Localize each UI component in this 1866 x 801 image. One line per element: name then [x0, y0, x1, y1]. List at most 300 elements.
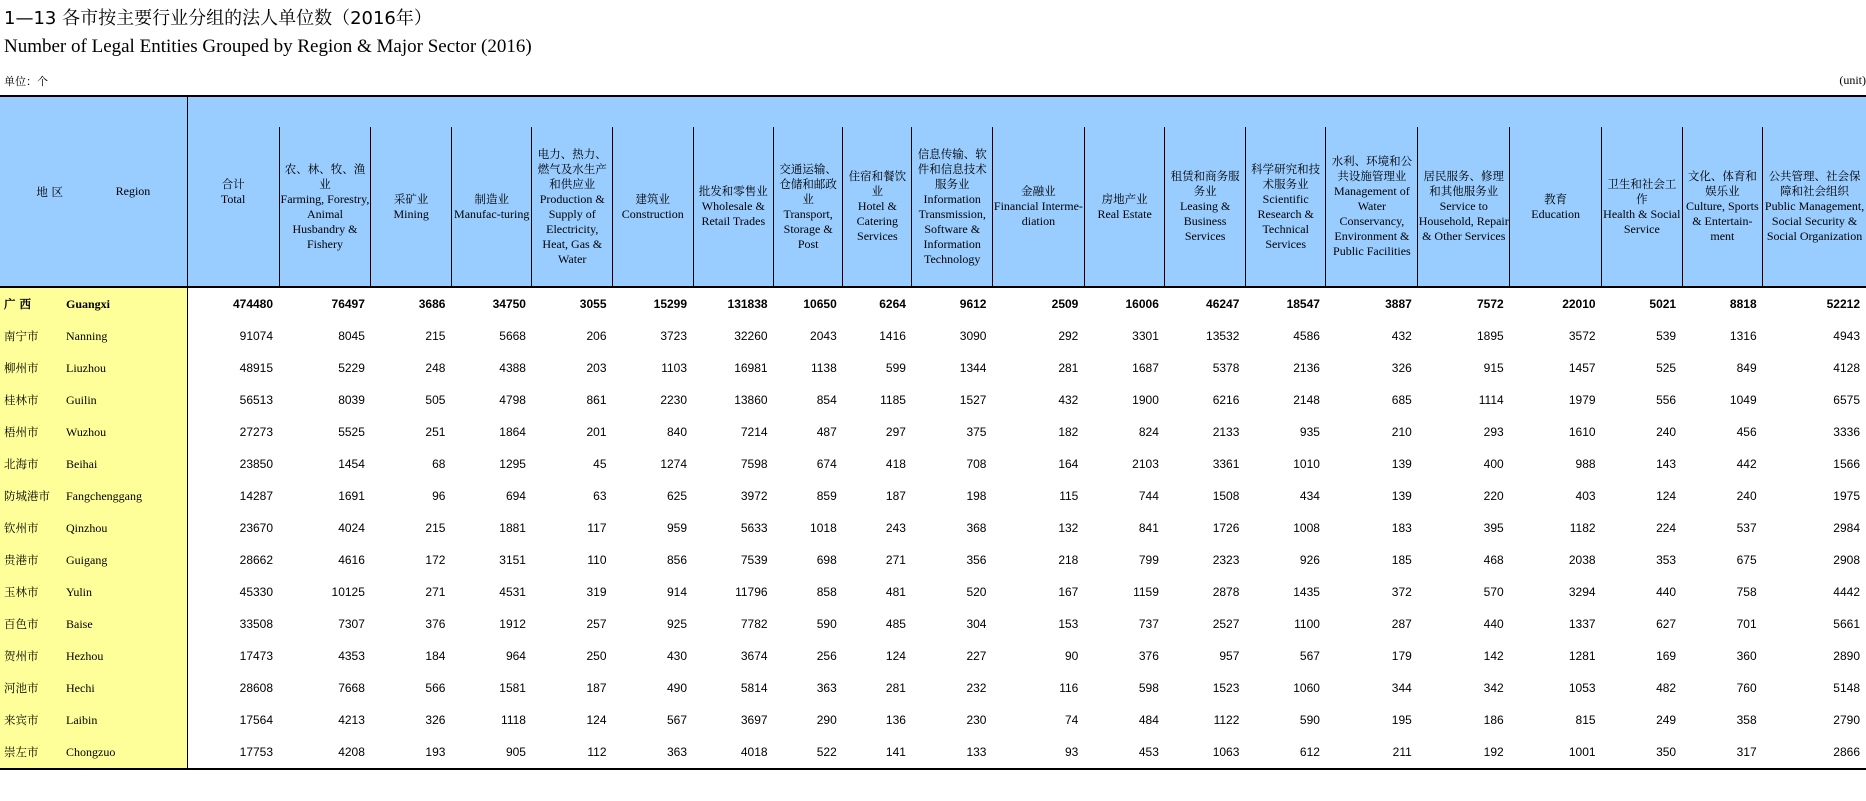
value-cell: 3090 [959, 329, 987, 343]
region-name-en: Chongzuo [66, 744, 116, 759]
value-cell: 45330 [239, 585, 274, 599]
value-cell: 701 [1736, 617, 1757, 631]
value-cell: 4531 [499, 585, 526, 599]
value-cell: 612 [1245, 736, 1326, 769]
value-cell: 957 [1219, 649, 1240, 663]
col-header-cn: 教育 [1544, 191, 1568, 206]
value-cell: 694 [505, 489, 526, 503]
region-name-en: Guangxi [66, 296, 111, 311]
region-name-cn: 崇左市 [4, 745, 39, 759]
value-cell: 293 [1483, 425, 1504, 439]
value-cell: 485 [885, 617, 906, 631]
value-cell: 243 [885, 521, 906, 535]
value-cell: 6216 [1212, 393, 1240, 407]
col-header-cn: 卫生和社会工作 [1607, 176, 1677, 206]
col-header-en: Scientific Research & Technical Services [1257, 191, 1314, 251]
value-cell: 1581 [499, 681, 526, 695]
value-cell: 14287 [239, 489, 274, 503]
value-cell: 5525 [338, 425, 365, 439]
value-cell: 5814 [740, 681, 768, 695]
value-cell: 3301 [1132, 329, 1159, 343]
value-cell: 356 [966, 553, 987, 567]
value-cell: 1049 [1729, 393, 1757, 407]
value-cell: 211 [1326, 736, 1418, 769]
value-cell: 400 [1483, 457, 1504, 471]
value-cell: 925 [667, 617, 688, 631]
col-header-en: Real Estate [1097, 206, 1152, 221]
value-cell: 10650 [803, 297, 837, 311]
col-header [1165, 127, 1246, 287]
col-header [1602, 127, 1683, 287]
col-header [1682, 127, 1763, 287]
region-cell [0, 384, 187, 416]
value-cell: 317 [1682, 736, 1763, 769]
value-cell: 4442 [1833, 585, 1860, 599]
region-name-en: Hezhou [66, 648, 104, 663]
region-cell [0, 287, 187, 320]
value-cell: 570 [1483, 585, 1504, 599]
value-cell: 34750 [492, 297, 526, 311]
value-cell: 376 [1138, 649, 1159, 663]
value-cell: 10125 [331, 585, 365, 599]
table-row [0, 576, 1866, 608]
value-cell: 3151 [499, 553, 526, 567]
value-cell: 5229 [338, 361, 365, 375]
value-cell: 926 [1299, 553, 1320, 567]
value-cell: 3686 [418, 297, 446, 311]
value-cell: 1895 [1476, 329, 1504, 343]
value-cell: 185 [1391, 553, 1412, 567]
region-name-cn: 柳州市 [4, 361, 39, 375]
value-cell: 290 [816, 713, 837, 727]
value-cell: 220 [1483, 489, 1504, 503]
value-cell: 4353 [338, 649, 365, 663]
value-cell: 3294 [1568, 585, 1596, 599]
value-cell: 215 [425, 521, 446, 535]
col-header [1510, 127, 1602, 287]
region-header [0, 96, 187, 287]
value-cell: 1454 [338, 457, 365, 471]
col-header [371, 127, 452, 287]
value-cell: 2148 [1293, 393, 1320, 407]
value-cell: 7307 [338, 617, 365, 631]
col-header-cn: 金融业 [1021, 184, 1056, 198]
value-cell: 4586 [1293, 329, 1320, 343]
value-cell: 1726 [1212, 521, 1240, 535]
value-cell: 490 [667, 681, 688, 695]
value-cell: 3972 [740, 489, 768, 503]
value-cell: 1053 [1568, 681, 1596, 695]
value-cell: 372 [1391, 585, 1412, 599]
header-total [187, 96, 279, 287]
value-cell: 1337 [1568, 617, 1596, 631]
value-cell: 505 [425, 393, 446, 407]
value-cell: 63 [593, 489, 607, 503]
value-cell: 7668 [338, 681, 365, 695]
value-cell: 187 [885, 489, 906, 503]
value-cell: 4024 [338, 521, 365, 535]
value-cell: 124 [1656, 489, 1677, 503]
value-cell: 281 [1058, 361, 1079, 375]
value-cell: 215 [425, 329, 446, 343]
value-cell: 440 [1656, 585, 1677, 599]
value-cell: 1185 [880, 393, 906, 407]
region-name-en: Wuzhou [66, 424, 107, 439]
value-cell: 224 [1656, 521, 1677, 535]
value-cell: 905 [451, 736, 532, 769]
value-cell: 1103 [661, 361, 688, 375]
col-header-cn: 建筑业 [635, 191, 671, 206]
value-cell: 1018 [810, 521, 837, 535]
value-cell: 32260 [734, 329, 768, 343]
value-cell: 395 [1483, 521, 1504, 535]
value-cell: 708 [966, 457, 987, 471]
value-cell: 240 [1656, 425, 1677, 439]
value-cell: 3697 [740, 713, 768, 727]
value-cell: 68 [432, 457, 446, 471]
col-header-en: Leasing & Business Services [1179, 199, 1231, 243]
value-cell: 841 [1138, 521, 1159, 535]
value-cell: 4018 [693, 736, 774, 769]
table-row [0, 480, 1866, 512]
value-cell: 368 [966, 521, 987, 535]
table-row [0, 416, 1866, 448]
value-cell: 1523 [1212, 681, 1240, 695]
value-cell: 1118 [501, 713, 526, 727]
value-cell: 456 [1736, 425, 1757, 439]
value-cell: 13532 [1206, 329, 1240, 343]
col-header [451, 127, 532, 287]
value-cell: 153 [1058, 617, 1079, 631]
value-cell: 1975 [1833, 489, 1860, 503]
col-header [279, 127, 371, 287]
value-cell: 840 [667, 425, 688, 439]
value-cell: 206 [586, 329, 607, 343]
value-cell: 556 [1656, 393, 1677, 407]
region-cell [0, 608, 187, 640]
col-header-en: Production & Supply of Electricity, Heat, Gas & Water [539, 191, 605, 266]
region-name-en: Nanning [66, 328, 108, 343]
value-cell: 18547 [1286, 297, 1320, 311]
table-row [0, 640, 1866, 672]
col-header-en: Manufac-turing [454, 206, 530, 221]
value-cell: 1060 [1293, 681, 1320, 695]
value-cell: 3336 [1833, 425, 1860, 439]
col-header-cn: 居民服务、修理和其他服务业 [1423, 169, 1504, 198]
value-cell: 522 [774, 736, 843, 769]
value-cell: 625 [667, 489, 688, 503]
value-cell: 172 [425, 553, 446, 567]
value-cell: 183 [1391, 521, 1412, 535]
value-cell: 117 [587, 521, 607, 535]
value-cell: 1138 [810, 361, 837, 375]
value-cell: 1508 [1212, 489, 1240, 503]
value-cell: 141 [843, 736, 912, 769]
value-cell: 28662 [239, 553, 274, 567]
value-cell: 115 [1059, 489, 1079, 503]
value-cell: 964 [505, 649, 526, 663]
region-name-cn: 来宾市 [4, 713, 39, 727]
value-cell: 5148 [1833, 681, 1860, 695]
value-cell: 4616 [338, 553, 365, 567]
region-name-cn: 钦州市 [4, 521, 39, 535]
table-row-total [0, 287, 1866, 320]
col-header-en: Service to Household, Repair & Other Services [1418, 199, 1509, 243]
region-cell [0, 736, 187, 769]
value-cell: 430 [667, 649, 688, 663]
value-cell: 1691 [338, 489, 365, 503]
region-cell [0, 416, 187, 448]
table-row [0, 352, 1866, 384]
value-cell: 1457 [1568, 361, 1596, 375]
value-cell: 1900 [1132, 393, 1159, 407]
col-header-cn: 采矿业 [393, 191, 429, 206]
value-cell: 1881 [499, 521, 526, 535]
value-cell: 698 [816, 553, 837, 567]
value-cell: 858 [816, 585, 837, 599]
table-row [0, 448, 1866, 480]
region-name-en: Yulin [66, 584, 93, 599]
value-cell: 7572 [1476, 297, 1504, 311]
value-cell: 685 [1391, 393, 1412, 407]
table-row [0, 512, 1866, 544]
value-cell: 799 [1138, 553, 1159, 567]
region-name-cn: 广 西 [4, 297, 32, 311]
value-cell: 487 [816, 425, 837, 439]
region-name-cn: 贵港市 [4, 553, 39, 567]
value-cell: 856 [667, 553, 688, 567]
value-cell: 287 [1391, 617, 1412, 631]
value-cell: 184 [425, 649, 446, 663]
value-cell: 1063 [1165, 736, 1246, 769]
value-cell: 5021 [1649, 297, 1677, 311]
value-cell: 2878 [1212, 585, 1240, 599]
value-cell: 737 [1138, 617, 1159, 631]
col-header-cn: 公共管理、社会保障和社会组织 [1768, 169, 1861, 198]
region-header-cn: 地 区 [36, 184, 63, 199]
value-cell: 403 [1575, 489, 1596, 503]
col-header [774, 127, 843, 287]
value-cell: 124 [586, 713, 607, 727]
value-cell: 959 [667, 521, 688, 535]
col-header-cn: 批发和零售业 [698, 184, 768, 198]
value-cell: 5661 [1833, 617, 1860, 631]
value-cell: 1010 [1293, 457, 1320, 471]
region-name-cn: 防城港市 [4, 489, 50, 503]
col-header-cn: 制造业 [474, 191, 509, 206]
region-cell [0, 512, 187, 544]
value-cell: 434 [1299, 489, 1320, 503]
region-name-cn: 桂林市 [4, 393, 39, 407]
value-cell: 257 [586, 617, 607, 631]
value-cell: 179 [1391, 649, 1412, 663]
value-cell: 815 [1575, 713, 1596, 727]
col-header-en: Construction [621, 206, 684, 221]
value-cell: 760 [1736, 681, 1757, 695]
value-cell: 1912 [499, 617, 526, 631]
value-cell: 248 [425, 361, 446, 375]
value-cell: 1114 [1478, 393, 1504, 407]
value-cell: 1864 [499, 425, 526, 439]
value-cell: 859 [816, 489, 837, 503]
value-cell: 7782 [740, 617, 768, 631]
value-cell: 17564 [239, 713, 274, 727]
col-header [1326, 127, 1418, 287]
value-cell: 3887 [1385, 297, 1412, 311]
col-header-cn: 房地产业 [1101, 191, 1148, 206]
value-cell: 1566 [1833, 457, 1860, 471]
value-cell: 353 [1656, 553, 1677, 567]
table-row [0, 544, 1866, 576]
value-cell: 124 [885, 649, 906, 663]
value-cell: 1316 [1729, 329, 1757, 343]
value-cell: 7214 [740, 425, 768, 439]
value-cell: 218 [1058, 553, 1079, 567]
value-cell: 537 [1736, 521, 1757, 535]
value-cell: 2866 [1763, 736, 1866, 769]
col-header-en: Mining [393, 206, 429, 221]
value-cell: 4213 [338, 713, 365, 727]
value-cell: 854 [816, 393, 837, 407]
value-cell: 133 [912, 736, 993, 769]
region-name-en: Qinzhou [66, 520, 108, 535]
col-header [992, 127, 1084, 287]
value-cell: 358 [1736, 713, 1757, 727]
value-cell: 1527 [959, 393, 987, 407]
value-cell: 186 [1483, 713, 1504, 727]
value-cell: 1001 [1510, 736, 1602, 769]
value-cell: 2136 [1293, 361, 1320, 375]
value-cell: 2043 [810, 329, 837, 343]
region-name-en: Laibin [66, 712, 98, 727]
value-cell: 2908 [1833, 553, 1860, 567]
value-cell: 74 [1064, 713, 1079, 727]
value-cell: 45 [593, 457, 607, 471]
table-row [0, 608, 1866, 640]
col-header-cn: 住宿和餐饮业 [848, 169, 907, 198]
region-name-en: Guilin [66, 392, 97, 407]
value-cell: 1979 [1568, 393, 1596, 407]
value-cell: 3361 [1212, 457, 1240, 471]
col-header-en: Information Transmission, Software & Information Technology [918, 191, 986, 266]
value-cell: 1295 [499, 457, 526, 471]
col-header [693, 127, 774, 287]
col-header-cn: 合计 [221, 176, 245, 191]
region-name-en: Guigang [66, 552, 108, 567]
value-cell: 4943 [1833, 329, 1860, 343]
value-cell: 232 [966, 681, 987, 695]
col-header [1418, 127, 1510, 287]
value-cell: 192 [1418, 736, 1510, 769]
data-table [0, 95, 1866, 770]
col-header [1763, 127, 1866, 287]
region-cell [0, 704, 187, 736]
value-cell: 1100 [1294, 617, 1320, 631]
value-cell: 914 [667, 585, 688, 599]
header-band [279, 96, 1866, 127]
value-cell: 48915 [239, 361, 274, 375]
region-name-en: Baise [66, 616, 93, 631]
value-cell: 2509 [1051, 297, 1079, 311]
value-cell: 4128 [1833, 361, 1860, 375]
value-cell: 143 [1656, 457, 1677, 471]
value-cell: 326 [1391, 361, 1412, 375]
region-header-en: Region [115, 184, 151, 198]
col-header-en: Wholesale & Retail Trades [701, 199, 766, 228]
value-cell: 590 [1299, 713, 1320, 727]
value-cell: 16981 [734, 361, 768, 375]
value-cell: 227 [966, 649, 987, 663]
value-cell: 297 [885, 425, 906, 439]
value-cell: 195 [1391, 713, 1412, 727]
value-cell: 110 [587, 553, 607, 567]
value-cell: 5633 [740, 521, 768, 535]
region-cell [0, 320, 187, 352]
region-name-cn: 百色市 [4, 617, 39, 631]
value-cell: 599 [885, 361, 906, 375]
value-cell: 6575 [1833, 393, 1860, 407]
value-cell: 15299 [653, 297, 688, 311]
value-cell: 861 [586, 393, 607, 407]
value-cell: 484 [1138, 713, 1159, 727]
value-cell: 525 [1656, 361, 1677, 375]
value-cell: 5668 [499, 329, 526, 343]
value-cell: 4388 [499, 361, 526, 375]
table-row [0, 320, 1866, 352]
value-cell: 256 [816, 649, 837, 663]
value-cell: 139 [1391, 489, 1412, 503]
value-cell: 988 [1575, 457, 1596, 471]
value-cell: 210 [1391, 425, 1412, 439]
value-cell: 292 [1058, 329, 1079, 343]
region-name-en: Hechi [66, 680, 95, 695]
value-cell: 23850 [239, 457, 274, 471]
value-cell: 567 [667, 713, 688, 727]
value-cell: 849 [1736, 361, 1757, 375]
value-cell: 442 [1736, 457, 1757, 471]
value-cell: 17473 [239, 649, 274, 663]
value-cell: 33508 [239, 617, 274, 631]
value-cell: 249 [1656, 713, 1677, 727]
value-cell: 203 [586, 361, 607, 375]
col-header [1084, 127, 1165, 287]
col-header-en: Financial Interme-diation [993, 199, 1083, 228]
col-header-en: Culture, Sports & Entertain-ment [1686, 199, 1759, 243]
value-cell: 22010 [1562, 297, 1596, 311]
value-cell: 3572 [1568, 329, 1596, 343]
col-header-cn: 文化、体育和娱乐业 [1687, 169, 1757, 198]
value-cell: 1274 [660, 457, 688, 471]
value-cell: 56513 [239, 393, 274, 407]
value-cell: 8818 [1729, 297, 1757, 311]
value-cell: 27273 [239, 425, 274, 439]
region-name-en: Liuzhou [66, 360, 106, 375]
value-cell: 1610 [1568, 425, 1596, 439]
value-cell: 744 [1138, 489, 1159, 503]
value-cell: 674 [816, 457, 837, 471]
value-cell: 23670 [239, 521, 274, 535]
value-cell: 1008 [1293, 521, 1320, 535]
value-cell: 136 [885, 713, 906, 727]
region-cell [0, 672, 187, 704]
value-cell: 1435 [1293, 585, 1320, 599]
col-header-en: Management of Water Conservancy, Environment & Public Facilities [1333, 184, 1411, 258]
value-cell: 131838 [727, 297, 768, 311]
value-cell: 112 [532, 736, 613, 769]
value-cell: 627 [1656, 617, 1677, 631]
value-cell: 1687 [1132, 361, 1159, 375]
value-cell: 182 [1058, 425, 1079, 439]
